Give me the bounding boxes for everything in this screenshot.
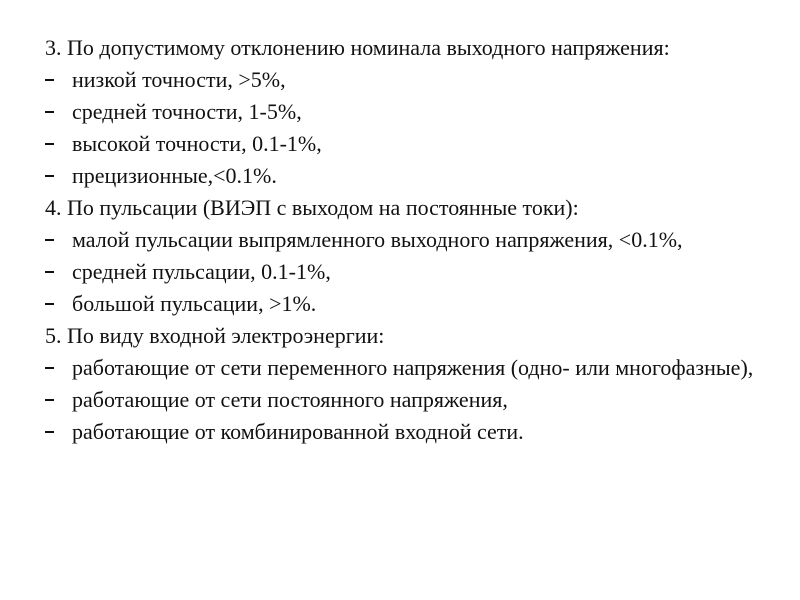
- list-item-text: большой пульсации, >1%.: [72, 291, 317, 316]
- list-item: [45, 224, 765, 256]
- dash-bullet-icon: [45, 143, 54, 145]
- section-title: 5. По виду входной электроэнергии:: [45, 323, 385, 348]
- dash-bullet-icon: [45, 399, 54, 401]
- dash-bullet-icon: [45, 367, 54, 369]
- list-item-text: работающие от комбинированной входной сети.: [72, 419, 524, 444]
- dash-bullet-icon: [45, 303, 54, 305]
- list-item: [45, 64, 765, 96]
- section-title: 3. По допустимому отклонению номинала выходного напряжения:: [45, 35, 670, 60]
- slide-content: [45, 32, 765, 448]
- list-item-text: малой пульсации выпрямленного выходного напряжения, <0.1%,: [72, 227, 683, 252]
- list-item: [45, 384, 765, 416]
- dash-bullet-icon: [45, 239, 54, 241]
- list-item-text: низкой точности, >5%,: [72, 67, 286, 92]
- list-item-text: работающие от сети постоянного напряжения,: [72, 387, 508, 412]
- section-input-power-type: [45, 320, 765, 448]
- dash-bullet-icon: [45, 79, 54, 81]
- dash-bullet-icon: [45, 271, 54, 273]
- section-output-voltage-tolerance: [45, 32, 765, 192]
- dash-bullet-icon: [45, 111, 54, 113]
- list-item: [45, 256, 765, 288]
- list-item-text: прецизионные,<0.1%.: [72, 163, 277, 188]
- list-item-text: средней точности, 1-5%,: [72, 99, 302, 124]
- dash-bullet-icon: [45, 431, 54, 433]
- list-item: [45, 352, 765, 384]
- dash-bullet-icon: [45, 175, 54, 177]
- list-item: [45, 160, 765, 192]
- section-title: 4. По пульсации (ВИЭП с выходом на постоянные токи):: [45, 195, 579, 220]
- list-item-text: работающие от сети переменного напряжения (одно- или многофазные),: [72, 355, 754, 380]
- section-ripple: [45, 192, 765, 320]
- list-item-text: высокой точности, 0.1-1%,: [72, 131, 322, 156]
- list-item: [45, 96, 765, 128]
- list-item: [45, 128, 765, 160]
- list-item: [45, 416, 765, 448]
- list-item-text: средней пульсации, 0.1-1%,: [72, 259, 331, 284]
- list-item: [45, 288, 765, 320]
